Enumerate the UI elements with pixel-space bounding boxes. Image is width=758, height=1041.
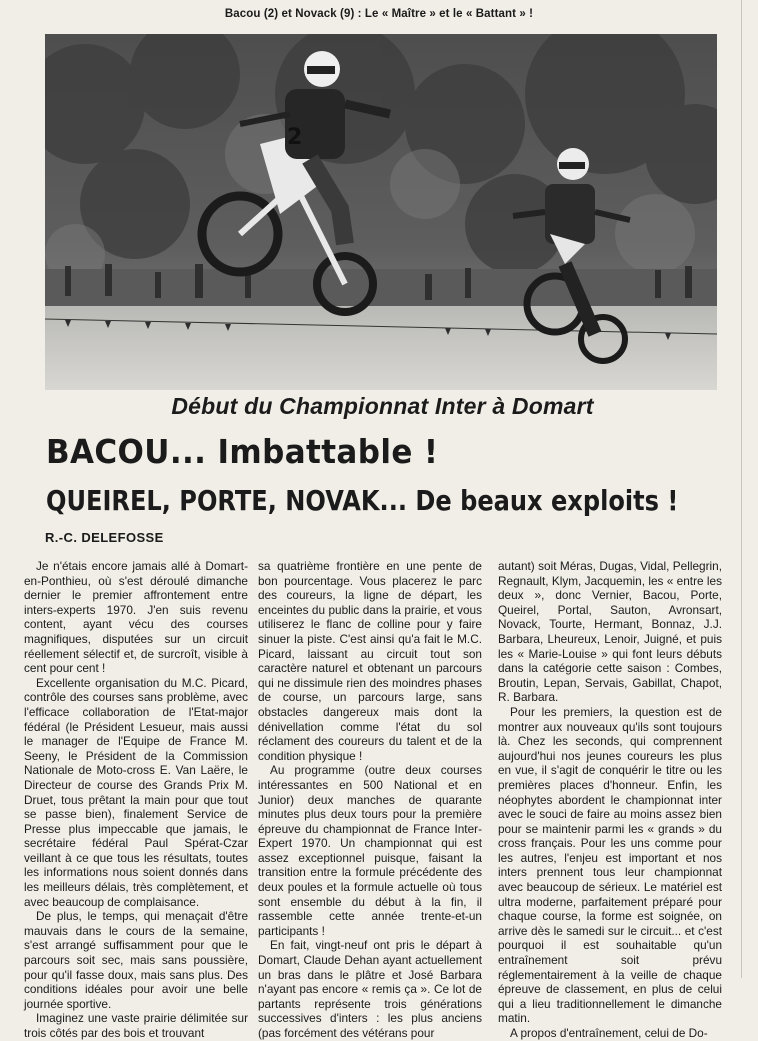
page-edge-rule	[741, 0, 742, 978]
paragraph: Je n'étais encore jamais allé à Domart-en-Ponthieu, où s'est déroulé dimanche dernier le premier affrontement entre inters-experts 1970. J'en suis revenu content, ayant vécu des courses magnifiques, disputées sur un circuit réellement sélectif et, de surcroît, visible à cent pour cent !	[24, 559, 248, 676]
article-column-2	[258, 559, 482, 1041]
paragraph: En fait, vingt-neuf ont pris le départ à Domart, Claude Dehan ayant actuellement un bras dans le plâtre et José Barbara n'ayant pas encore « remis ça ». Ce lot de partants représente trois générations successives d'inters : les plus anciens (pas forcément des vétérans pour	[258, 938, 482, 1040]
article-subheadline: QUEIREL, PORTE, NOVAK... De beaux exploits !	[46, 484, 679, 517]
paragraph: Imaginez une vaste prairie délimitée sur trois côtés par des bois et trouvant	[24, 1011, 248, 1040]
paragraph: Excellente organisation du M.C. Picard, contrôle des courses sans problème, avec l'efficace collaboration de l'Etat-major fédéral (le Président Lesueur, mais aussi le manager de l'Equipe de France M. Seeny, le Président de la Commission Nationale de Moto-cross E. Van Laëre, le Directeur de course des Grands Prix M. Druet, tous prêtant la main pour que tout se passe bien), finalement Service de Presse plus impeccable que jamais, le secrétaire fédéral Paul Spérat-Czar veillant à ce que tous les résultats, toutes les informations nous soient donnés dans les meilleurs délais, très complètement, et avec beaucoup de complaisance.	[24, 675, 248, 909]
article-column-3	[498, 559, 722, 1041]
paragraph: sa quatrième frontière en une pente de bon pourcentage. Vous placerez le parc des coureurs, la ligne de départ, les enceintes du public dans la prairie, et vous utiliserez le flanc de colline pour y faire sinuer la piste. C'est ainsi qu'a fait le M.C. Picard, laissant au circuit tout son caractère naturel et obtenant un parcours qui ne dissimule rien des moindres phases de course, un parcours large, sans obstacles dangereux mais dont la dénivellation comme l'état du sol réclament des coureurs du talent et de la condition physique !	[258, 559, 482, 763]
paragraph: autant) soit Méras, Dugas, Vidal, Pellegrin, Regnault, Klym, Jacquemin, les « entre les deux », donc Vernier, Bacou, Porte, Queirel, Portal, Sauton, Avronsart, Novack, Tourte, Hermant, Bonnaz, J.J. Barbara, Lheureux, Lenoir, Juigné, et puis les « Marie-Louise » qui font leurs débuts dans la catégorie cette saison : Combes, Broutin, Lepan, Servais, Gabillat, Chapot, R. Barbara.	[498, 559, 722, 705]
paragraph: Pour les premiers, la question est de montrer aux nouveaux qu'ils sont toujours là. Chez les seconds, qui comprennent aujourd'hui nos jeunes coureurs les plus en vue, il s'agit de conquérir le titre ou les premières places d'honneur. Enfin, les néophytes abordent le championnat inter avec le souci de faire au moins assez bien pour se maintenir parmi les « grands » du cross français. Pour les uns comme pour les autres, l'enjeu est important et nos inters prennent tous leur championnat avec beaucoup de sérieux. Le matériel est ultra moderne, parfaitement préparé pour chaque course, la forme est soignée, on arrive dès le samedi sur le circuit... et c'est pourquoi il est souhaitable qu'un entraînement soit prévu réglementairement à la veille de chaque épreuve de classement, en plus de celui qui a lieu traditionnellement le dimanche matin.	[498, 704, 722, 1026]
article-column-1	[24, 559, 248, 1041]
svg-text:2: 2	[287, 125, 303, 150]
paragraph: Au programme (outre deux courses intéressantes en 500 National et en Junior) deux manches de quarante minutes plus deux tours pour la première épreuve du championnat de France Inter-Expert 1970. Un championnat qui est assez exceptionnel puisque, faisant la transition entre la formule précédente des deux poules et la formule actuelle où tous sont ensemble du début à la fin, il rassemble cette année trente-et-un participants !	[258, 763, 482, 938]
article-headline: BACOU... Imbattable !	[46, 432, 439, 471]
motocross-photo	[45, 34, 717, 390]
article-byline: R.-C. DELEFOSSE	[45, 530, 164, 545]
article-kicker: Début du Championnat Inter à Domart	[171, 393, 594, 419]
paragraph: De plus, le temps, qui menaçait d'être mauvais dans le cours de la semaine, s'est arrangé suffisamment pour que le parcours soit sec, mais sans poussière, pour qu'il fasse doux, mais sans plus. Des conditions idéales pour avoir une belle journée sportive.	[24, 909, 248, 1011]
paragraph: A propos d'entraînement, celui de Do-	[510, 1026, 708, 1040]
page-top-caption: Bacou (2) et Novack (9) : Le « Maître » et le « Battant » !	[224, 8, 534, 20]
